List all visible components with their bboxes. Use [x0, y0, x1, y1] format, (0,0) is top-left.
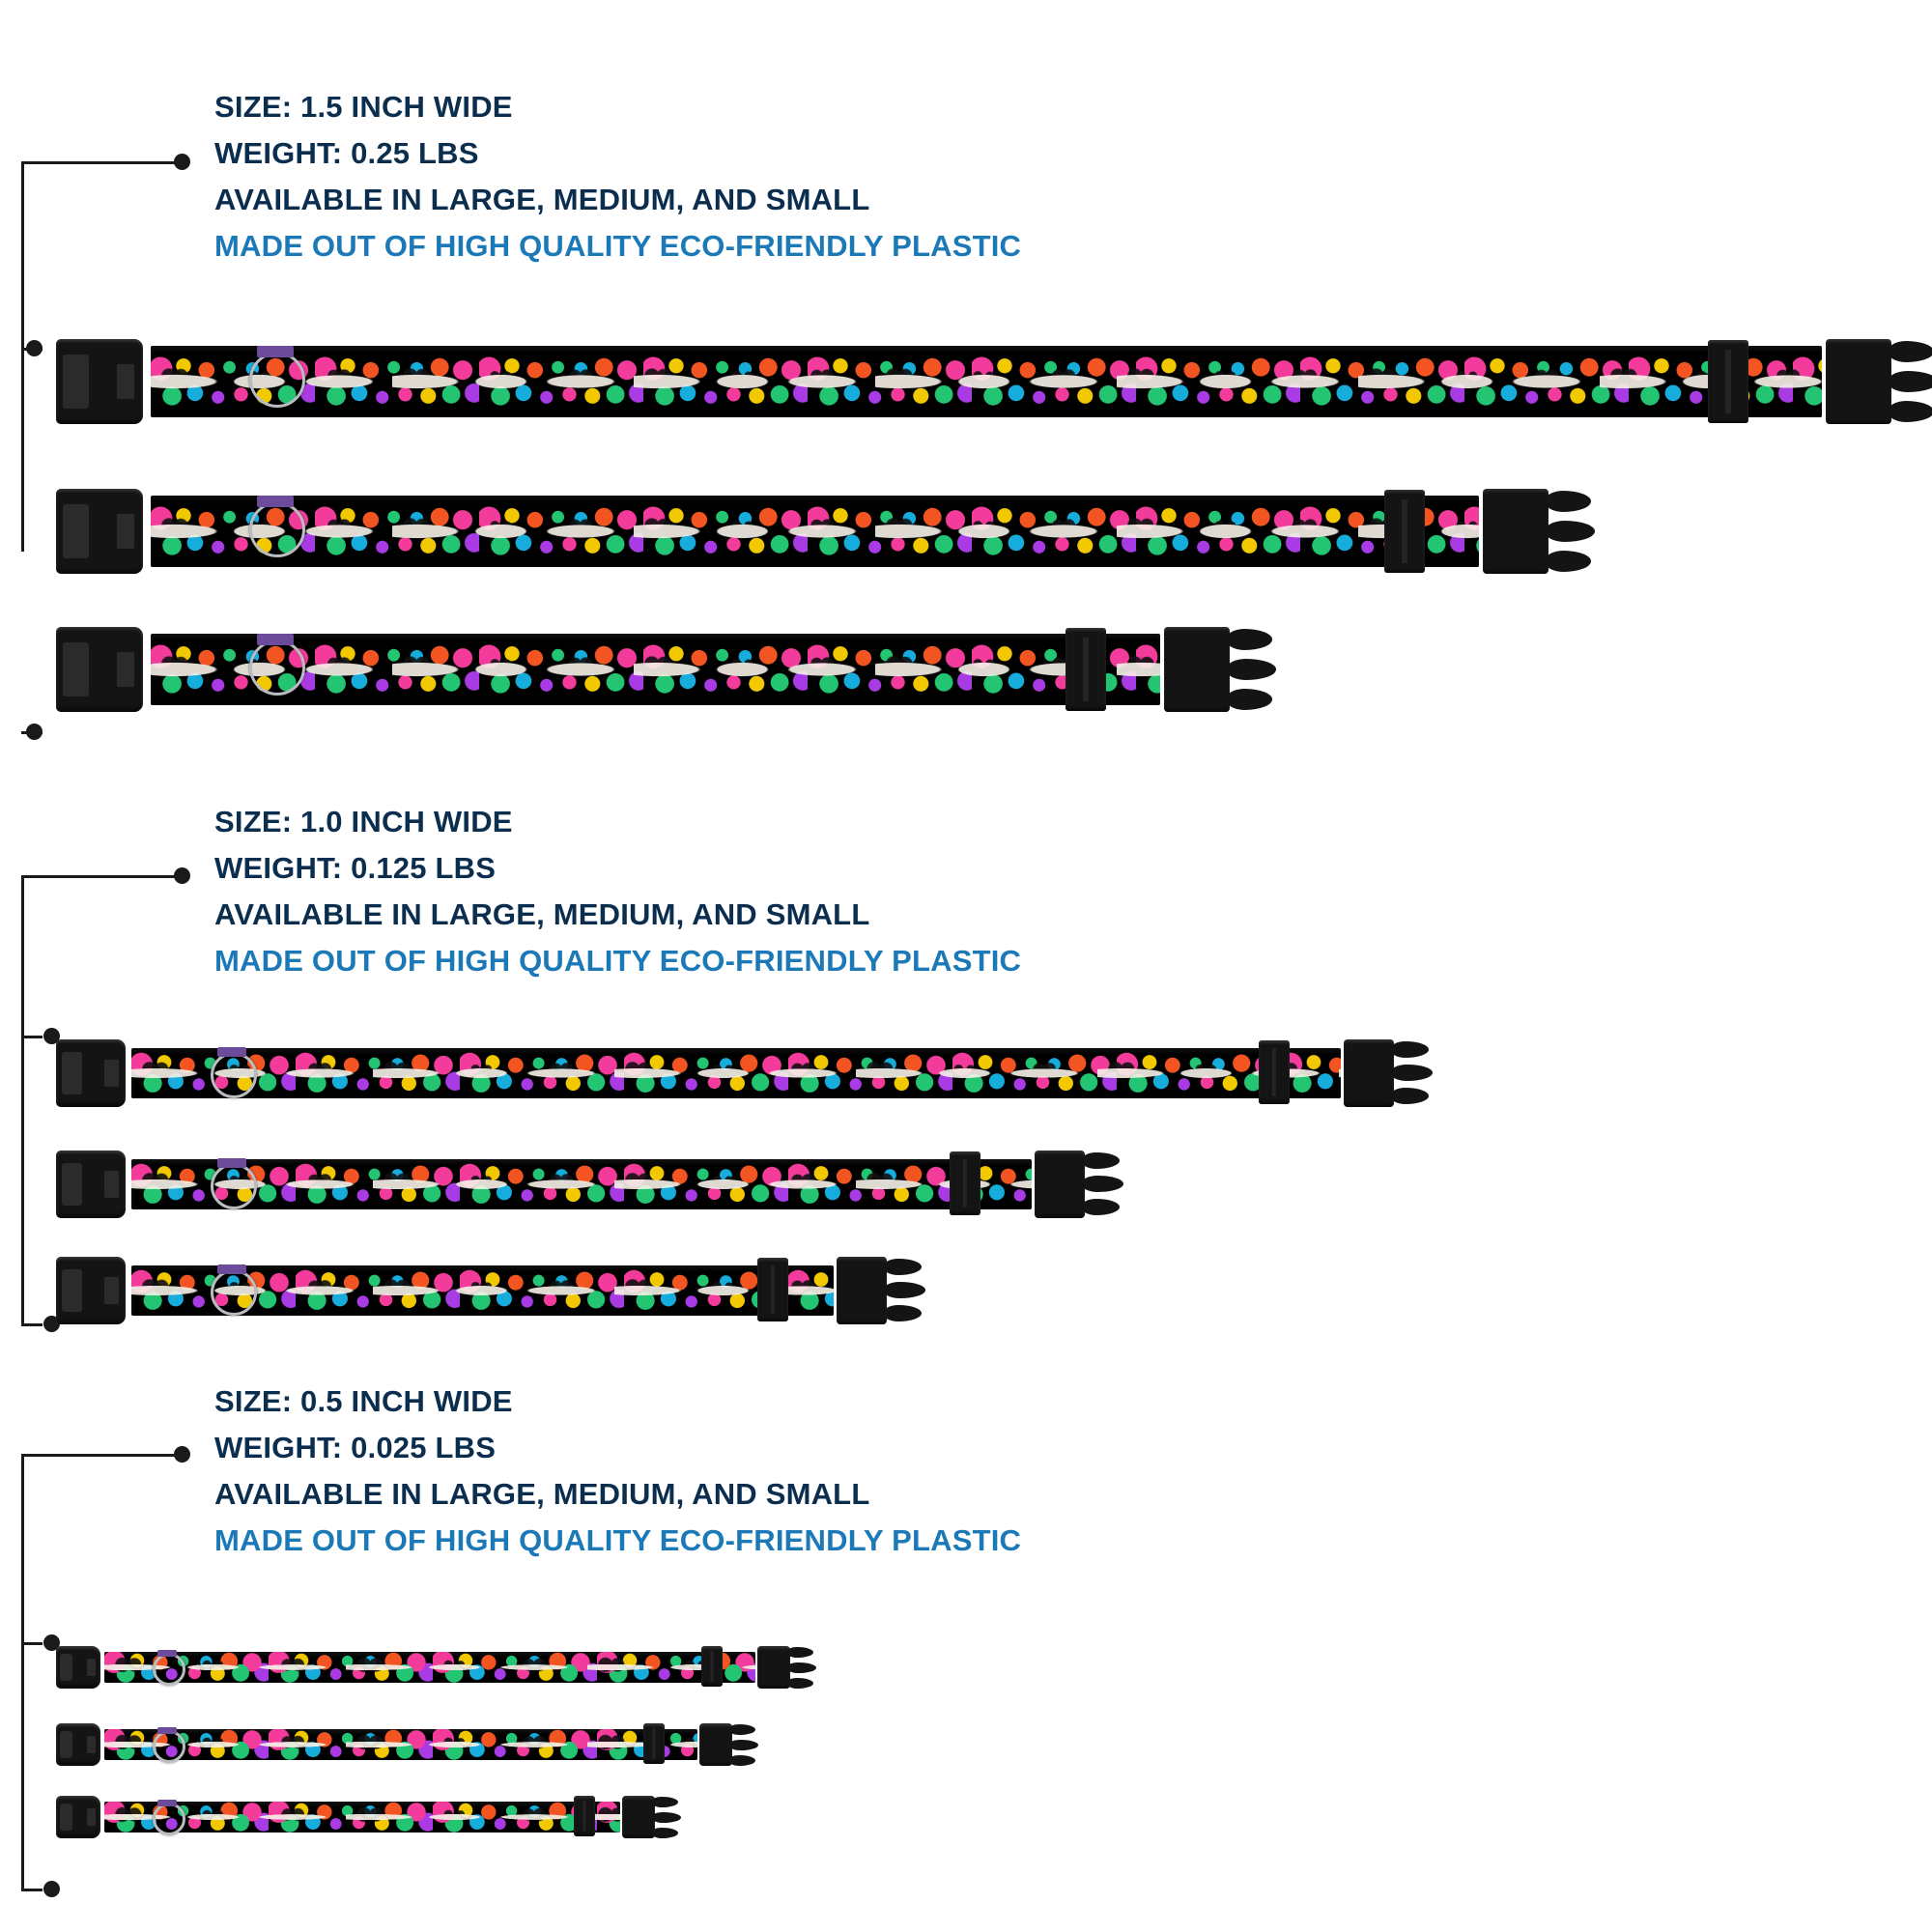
- d-ring-keeper: [157, 1650, 177, 1657]
- spec-material-label: MADE OUT OF HIGH QUALITY ECO-FRIENDLY PLASTIC: [214, 1523, 1022, 1557]
- bracket-dot-group1-bottom: [26, 724, 43, 740]
- spec-block-0-5-inch: [214, 1386, 1021, 1572]
- buckle-prong: [1888, 371, 1932, 392]
- collar-1-5-large: [56, 338, 1891, 425]
- buckle-prong: [786, 1678, 813, 1689]
- buckle-right: [1344, 1039, 1394, 1107]
- spec-size-label: SIZE: 1.5 INCH WIDE: [214, 90, 513, 124]
- d-ring-keeper: [157, 1800, 177, 1806]
- spec-available-label: AVAILABLE IN LARGE, MEDIUM, AND SMALL: [214, 897, 870, 931]
- buckle-left: [56, 1039, 126, 1107]
- buckle-left: [56, 1646, 100, 1689]
- d-ring: [249, 639, 305, 696]
- d-ring-keeper: [257, 496, 294, 507]
- buckle-left: [56, 1796, 100, 1838]
- buckle-prong: [1226, 629, 1272, 650]
- leader-vline-group3: [21, 1454, 24, 1889]
- buckle-prong: [1081, 1176, 1123, 1192]
- spec-available-label: AVAILABLE IN LARGE, MEDIUM, AND SMALL: [214, 1477, 870, 1511]
- collar-0-5-large: [56, 1645, 790, 1690]
- d-ring: [211, 1163, 257, 1209]
- leader-hline-group3: [21, 1454, 178, 1457]
- buckle-prong: [883, 1305, 922, 1321]
- collar-0-5-medium: [56, 1722, 732, 1767]
- collar-0-5-small: [56, 1795, 655, 1839]
- buckle-prong: [651, 1812, 681, 1823]
- collar-1-5-medium: [56, 488, 1548, 575]
- buckle-prong: [1390, 1041, 1429, 1058]
- buckle-prong: [1390, 1088, 1429, 1104]
- buckle-prong: [786, 1662, 816, 1673]
- buckle-left: [56, 1151, 126, 1218]
- spec-available-label: AVAILABLE IN LARGE, MEDIUM, AND SMALL: [214, 183, 870, 216]
- collar-webbing: [131, 1048, 1341, 1098]
- buckle-left: [56, 1723, 100, 1766]
- slider-adjuster: [643, 1723, 665, 1764]
- leader-hline-group2: [21, 875, 178, 878]
- spec-material-label: MADE OUT OF HIGH QUALITY ECO-FRIENDLY PLASTIC: [214, 229, 1022, 263]
- buckle-prong: [883, 1259, 922, 1275]
- d-ring-keeper: [217, 1264, 246, 1274]
- collar-1-0-small: [56, 1256, 887, 1325]
- buckle-right: [622, 1796, 655, 1838]
- buckle-left: [56, 1257, 126, 1324]
- bracket-hline-group2-top: [21, 1036, 43, 1038]
- bracket-dot-group1-top: [26, 340, 43, 356]
- spec-material-label: MADE OUT OF HIGH QUALITY ECO-FRIENDLY PLASTIC: [214, 944, 1022, 978]
- bracket-hline-group2-bot: [21, 1323, 43, 1326]
- buckle-prong: [1226, 659, 1276, 680]
- buckle-left: [56, 489, 143, 574]
- buckle-prong: [728, 1755, 755, 1766]
- slider-adjuster: [757, 1258, 788, 1321]
- bracket-hline-group3-top: [21, 1642, 43, 1645]
- buckle-prong: [1081, 1152, 1120, 1169]
- d-ring: [249, 352, 305, 408]
- d-ring-keeper: [217, 1047, 246, 1057]
- collar-1-0-large: [56, 1038, 1394, 1108]
- buckle-prong: [728, 1740, 758, 1750]
- buckle-right: [757, 1646, 790, 1689]
- buckle-right: [837, 1257, 887, 1324]
- spec-weight-label: WEIGHT: 0.25 LBS: [214, 136, 479, 170]
- leader-vline-group1: [21, 161, 24, 552]
- slider-adjuster: [701, 1646, 723, 1687]
- buckle-right: [1164, 627, 1230, 712]
- spec-block-1-0-inch: [214, 807, 1021, 992]
- collar-webbing: [151, 496, 1479, 567]
- buckle-left: [56, 627, 143, 712]
- buckle-prong: [1888, 401, 1932, 422]
- buckle-left: [56, 339, 143, 424]
- buckle-prong: [883, 1282, 925, 1298]
- collar-webbing: [131, 1159, 1032, 1209]
- d-ring: [211, 1052, 257, 1098]
- collar-1-0-medium: [56, 1150, 1085, 1219]
- slider-adjuster: [1708, 340, 1748, 423]
- buckle-right: [1035, 1151, 1085, 1218]
- d-ring: [249, 501, 305, 557]
- buckle-prong: [786, 1647, 813, 1658]
- bracket-dot-group3-bottom: [43, 1881, 60, 1897]
- buckle-prong: [1545, 521, 1595, 542]
- slider-adjuster: [1065, 628, 1106, 711]
- collar-1-5-small: [56, 626, 1230, 713]
- buckle-prong: [1081, 1199, 1120, 1215]
- d-ring-keeper: [257, 634, 294, 645]
- buckle-prong: [1545, 551, 1591, 572]
- buckle-prong: [651, 1797, 678, 1807]
- buckle-prong: [1888, 341, 1932, 362]
- spec-size-label: SIZE: 1.0 INCH WIDE: [214, 805, 513, 838]
- d-ring: [153, 1803, 185, 1835]
- buckle-right: [1483, 489, 1548, 574]
- buckle-prong: [1390, 1065, 1433, 1081]
- d-ring-keeper: [217, 1158, 246, 1168]
- buckle-right: [1826, 339, 1891, 424]
- spec-weight-label: WEIGHT: 0.125 LBS: [214, 851, 497, 885]
- slider-adjuster: [1259, 1040, 1290, 1104]
- d-ring: [153, 1653, 185, 1686]
- buckle-right: [699, 1723, 732, 1766]
- collar-webbing: [151, 346, 1822, 417]
- slider-adjuster: [1384, 490, 1425, 573]
- buckle-prong: [1545, 491, 1591, 512]
- d-ring-keeper: [157, 1727, 177, 1734]
- slider-adjuster: [950, 1151, 980, 1215]
- spec-size-label: SIZE: 0.5 INCH WIDE: [214, 1384, 513, 1418]
- collar-webbing: [104, 1729, 697, 1760]
- d-ring: [211, 1269, 257, 1316]
- collar-webbing: [104, 1652, 755, 1683]
- slider-adjuster: [574, 1796, 595, 1836]
- buckle-prong: [651, 1828, 678, 1838]
- spec-weight-label: WEIGHT: 0.025 LBS: [214, 1431, 497, 1464]
- buckle-prong: [728, 1724, 755, 1735]
- spec-block-1-5-inch: [214, 92, 1021, 277]
- d-ring-keeper: [257, 346, 294, 357]
- leader-vline-group2: [21, 875, 24, 1323]
- bracket-hline-group3-bot: [21, 1889, 43, 1891]
- buckle-prong: [1226, 689, 1272, 710]
- leader-hline-group1: [21, 161, 178, 164]
- d-ring: [153, 1730, 185, 1763]
